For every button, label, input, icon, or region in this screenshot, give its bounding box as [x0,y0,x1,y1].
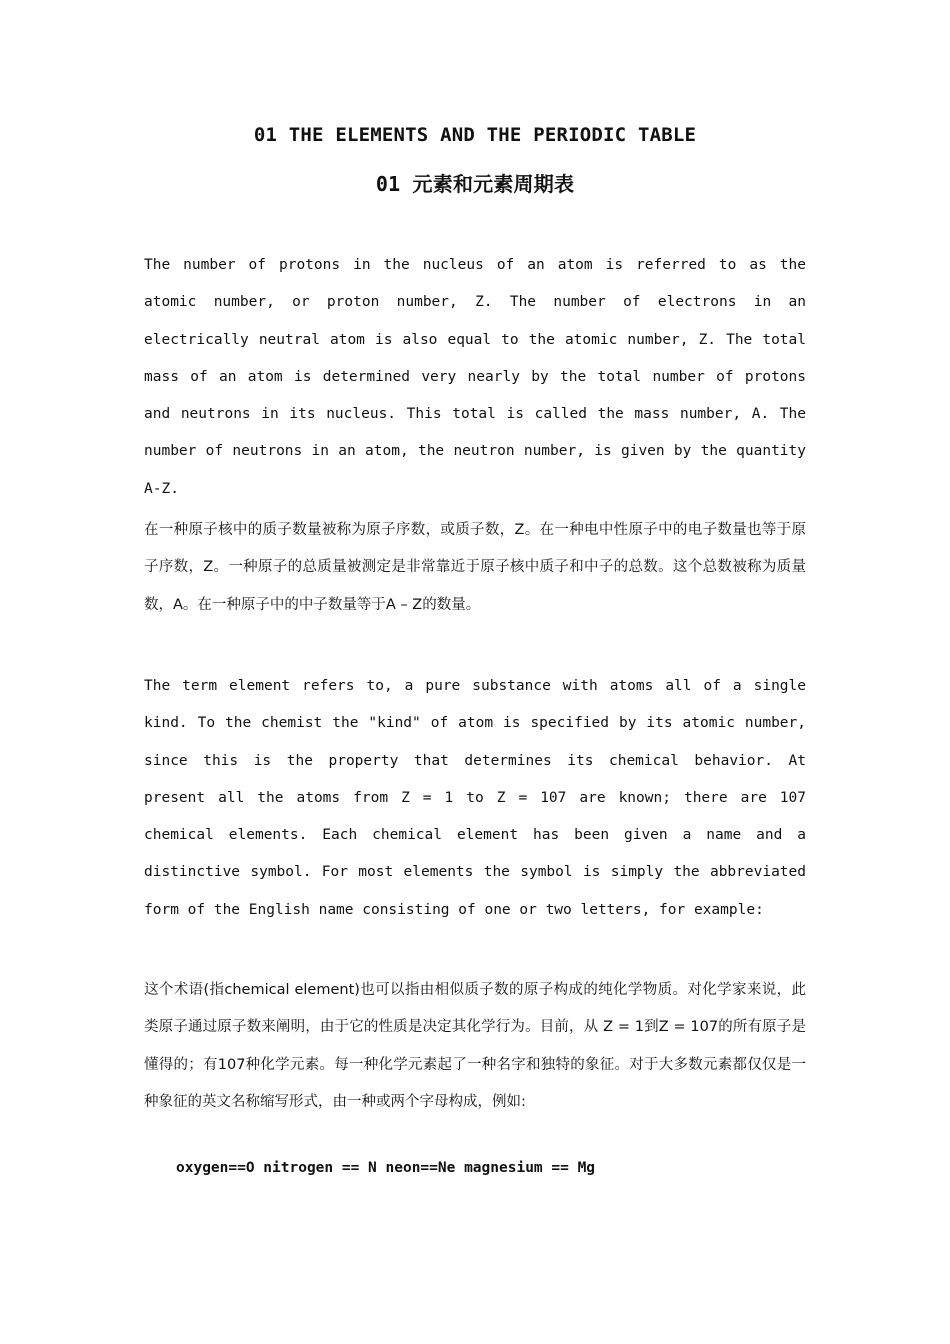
paragraph-element-definition-zh: 这个术语(指chemical element)也可以指由相似质子数的原子构成的纯化学物质。对化学家来说，此类原子通过原子数来阐明，由于它的性质是决定其化学行为。目前，从 Z = 1到Z = 107的所有原子是懂得的；有107种化学元素。每一种化学元素起了一种名字和独特的象征。对于大多数元素都仅仅是一种象征的英文名称缩写形式，由一种或两个字母构成，例如: [144,982,806,1110]
element-symbol-examples: oxygen==O nitrogen == N neon==Ne magnesium == Mg [176,1160,596,1176]
paragraph-atomic-number-en: The number of protons in the nucleus of an atom is referred to as the atomic number, or proton number, Z. The number of electrons in an electrically neutral atom is also equal to the atomic number, Z. The total mass of an atom is determined very nearly by the total number of protons and neutrons in its nucleus. This total is called the mass number, A. The number of neutrons in an atom, the neutron number, is given by the quantity A-Z. [144,257,806,497]
page-title-english: 01 THE ELEMENTS AND THE PERIODIC TABLE [253,124,697,146]
page-title-chinese: 01 元素和元素周期表 [375,172,575,196]
paragraph-atomic-number-zh: 在一种原子核中的质子数量被称为原子序数，或质子数，Z。在一种电中性原子中的电子数量也等于原子序数，Z。一种原子的总质量被测定是非常靠近于原子核中质子和中子的总数。这个总数被称为质量数，A。在一种原子中的中子数量等于A – Z的数量。 [144,522,806,613]
paragraph-element-definition-en: The term element refers to, a pure substance with atoms all of a single kind. To the chemist the "kind" of atom is specified by its atomic number, since this is the property that determines its chemical behavior. At present all the atoms from Z = 1 to Z = 107 are known; there are 107 chemical elements. Each chemical element has been given a name and a distinctive symbol. For most elements the symbol is simply the abbreviated form of the English name consisting of one or two letters, for example: [144,678,806,918]
